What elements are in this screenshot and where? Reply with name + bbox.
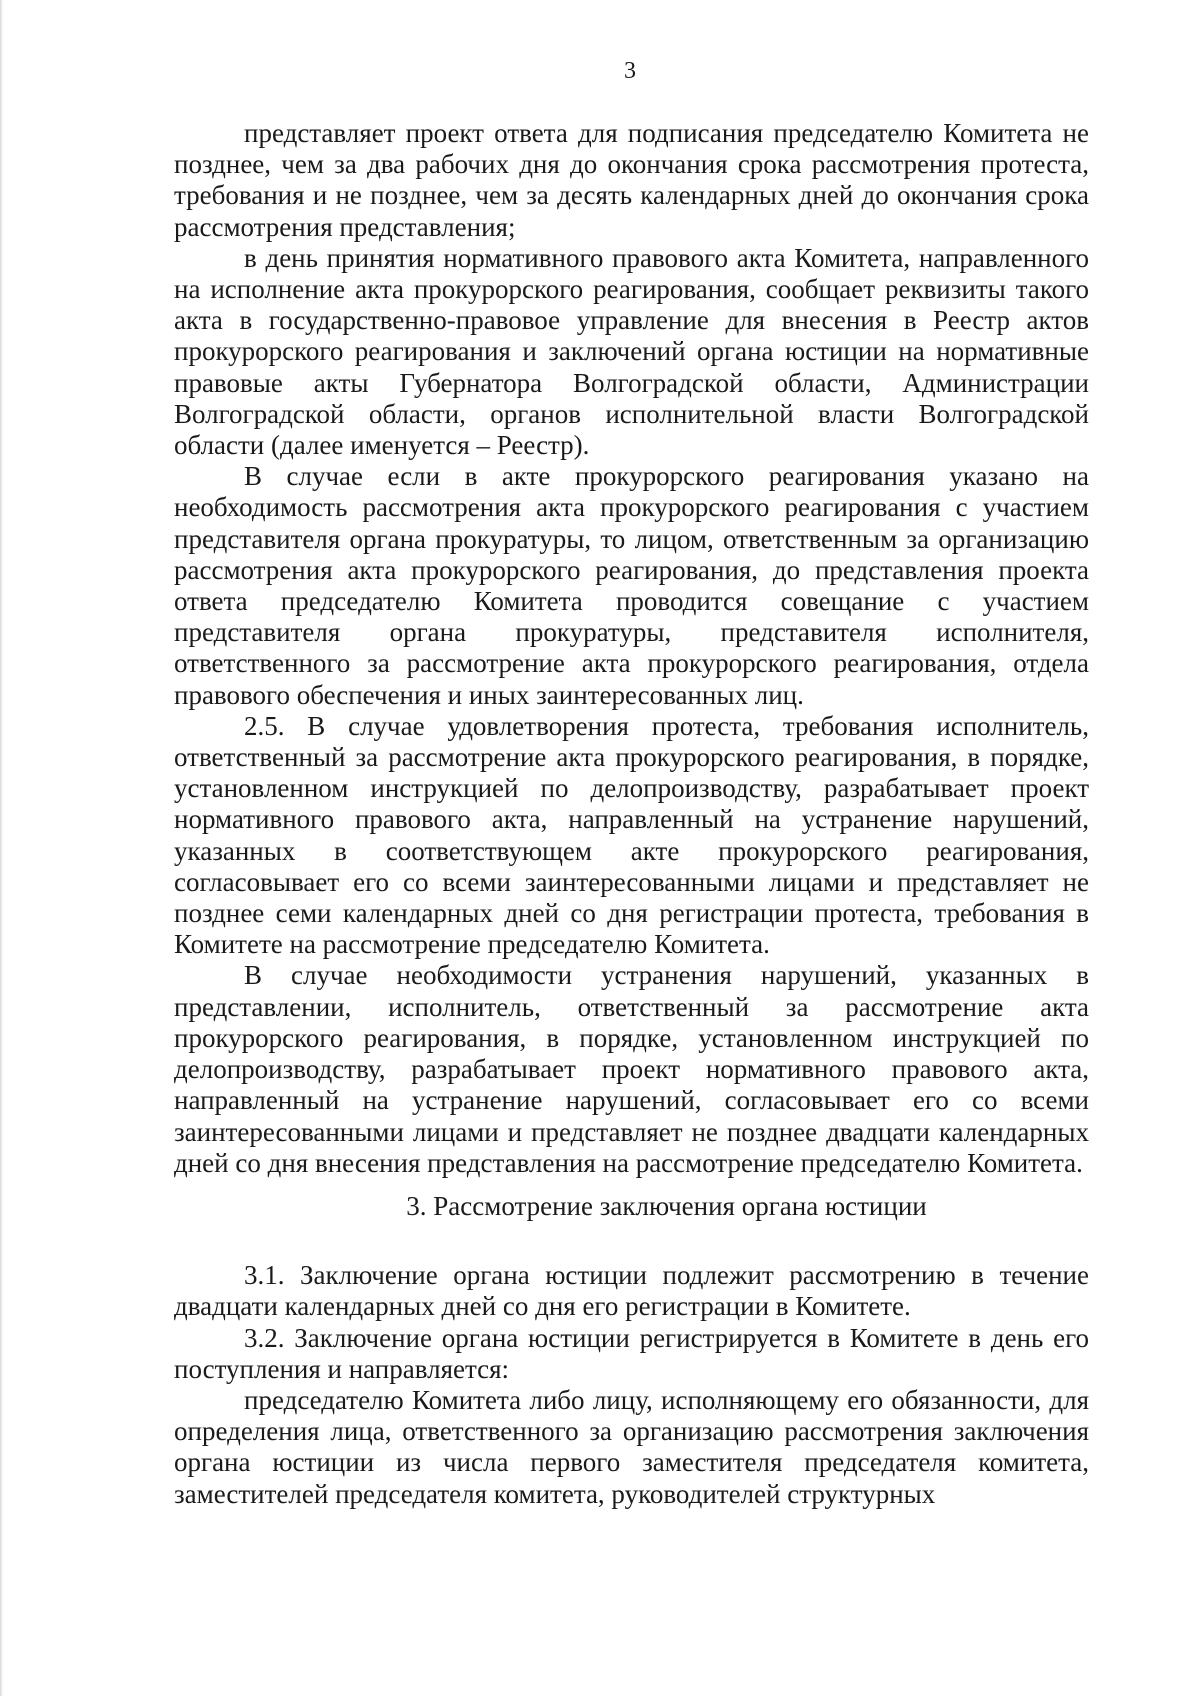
paragraph: председателю Комитета либо лицу, исполняющему его обязанности, для определения лица, ответственного за организацию рассмотрения заключения органа юстиции из числа первого заместителя председателя комитета, заместителей председателя комитета, руководителей структурных — [174, 1384, 1089, 1509]
page-number: 3 — [624, 58, 636, 84]
scan-edge — [0, 0, 3, 1696]
section-heading: 3. Рассмотрение заключения органа юстиции — [406, 1190, 927, 1221]
paragraph: 3.1. Заключение органа юстиции подлежит рассмотрению в течение двадцати календарных дней со дня его регистрации в Комитете. — [174, 1260, 1089, 1322]
paragraph: В случае необходимости устранения нарушений, указанных в представлении, исполнитель, ответственный за рассмотрение акта прокурорского реагирования, в порядке, установленном инструкцией по делопроизводству, разрабатывает проект нормативного правового акта, направленный на устранение нарушений, согласовывает его со всеми заинтересованными лицами и представляет не позднее двадцати календарных дней со дня внесения представления на рассмотрение председателю Комитета. — [174, 960, 1089, 1178]
paragraph: в день принятия нормативного правового акта Комитета, направленного на исполнение акта прокурорского реагирования, сообщает реквизиты такого акта в государственно-правовое управление для внесения в Реестр актов прокурорского реагирования и заключений органа юстиции на нормативные правовые акты Губернатора Волгоградской области, Администрации Волгоградской области, органов исполнительной власти Волгоградской области (далее именуется – Реестр). — [174, 242, 1089, 461]
paragraph: 2.5. В случае удовлетворения протеста, требования исполнитель, ответственный за рассмотрение акта прокурорского реагирования, в порядке, установленном инструкцией по делопроизводству, разрабатывает проект нормативного правового акта, направленный на устранение нарушений, указанных в соответствующем акте прокурорского реагирования, согласовывает его со всеми заинтересованными лицами и представляет не позднее семи календарных дней со дня регистрации протеста, требования в Комитете на рассмотрение председателю Комитета. — [174, 710, 1089, 960]
document-body — [174, 118, 1089, 1510]
paragraph: 3.2. Заключение органа юстиции регистрируется в Комитете в день его поступления и направляется: — [174, 1322, 1089, 1384]
paragraph: В случае если в акте прокурорского реагирования указано на необходимость рассмотрения акта прокурорского реагирования с участием представителя органа прокуратуры, то лицом, ответственным за организацию рассмотрения акта прокурорского реагирования, до представления проекта ответа председателю Комитета проводится совещание с участием представителя органа прокуратуры, представителя исполнителя, ответственного за рассмотрение акта прокурорского реагирования, отдела правового обеспечения и иных заинтересованных лиц. — [174, 461, 1089, 710]
paragraph: представляет проект ответа для подписания председателю Комитета не позднее, чем за два рабочих дня до окончания срока рассмотрения протеста, требования и не позднее, чем за десять календарных дней до окончания срока рассмотрения представления; — [174, 118, 1089, 242]
